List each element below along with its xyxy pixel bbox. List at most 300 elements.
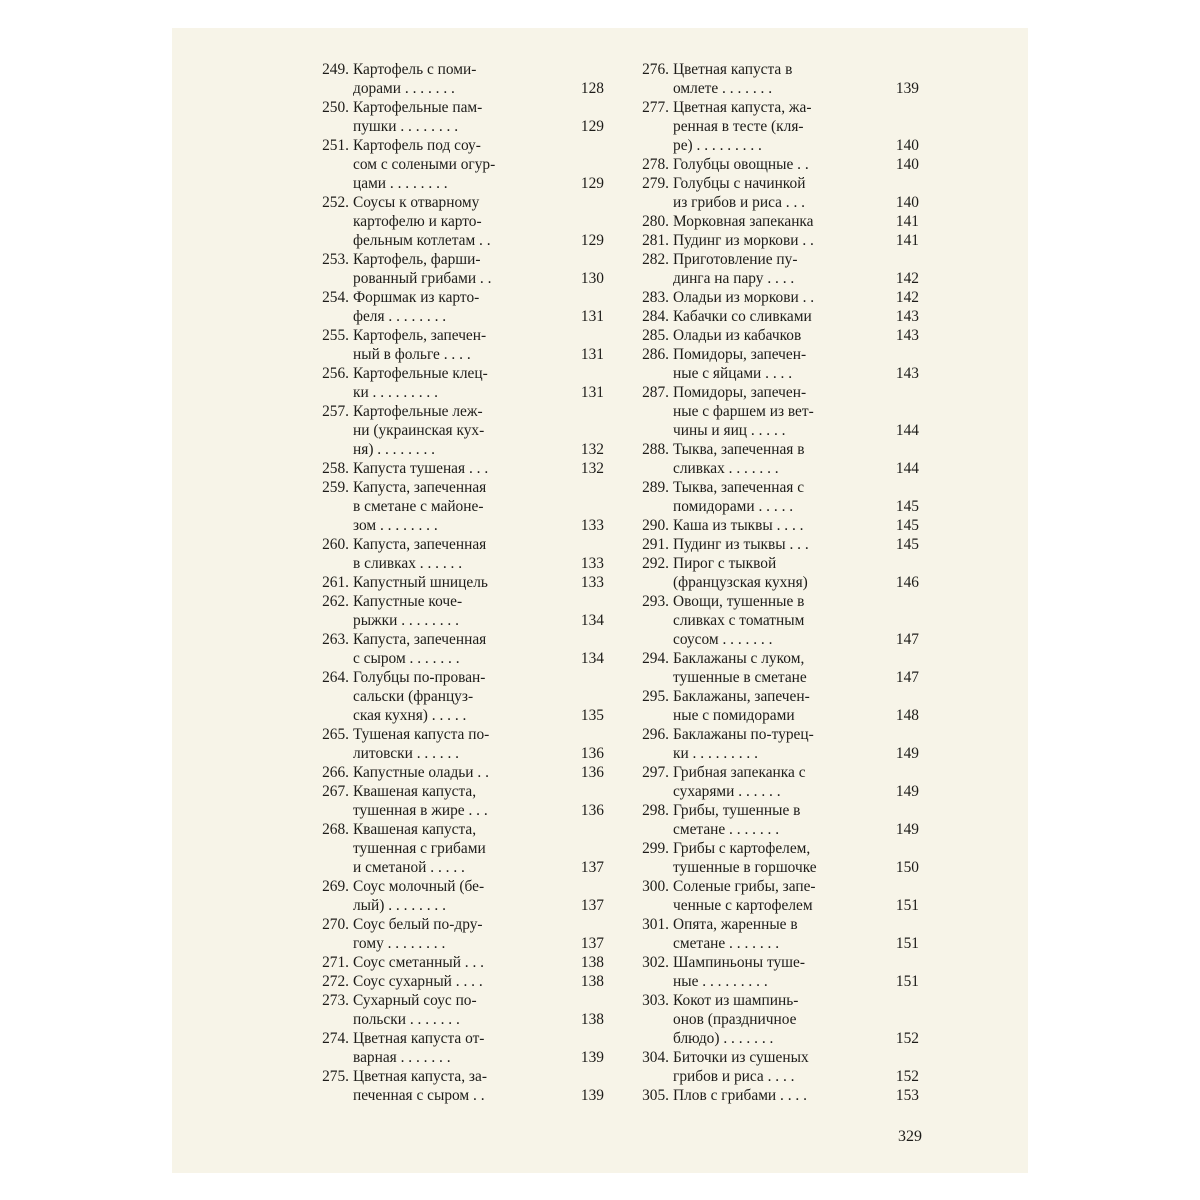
toc-entry (305, 136, 610, 193)
entry-title-line: ные . . . . . . . . . (673, 973, 768, 990)
entry-title (673, 554, 861, 592)
entry-title-line: ская кухня) . . . . . (353, 707, 467, 724)
toc-entry (305, 991, 610, 1029)
entry-number: 290. (642, 517, 669, 534)
entry-title (353, 402, 541, 459)
entry-title-line: варная . . . . . . . (353, 1049, 451, 1066)
entry-title-line: блюдо) . . . . . . . (673, 1030, 774, 1047)
entry-page-number: 140 (895, 137, 919, 154)
entry-title-line: Капустные коче- (353, 593, 463, 610)
entry-title-line: Баклажаны по-турец- (673, 726, 814, 743)
toc-entry (625, 307, 925, 326)
toc-entry (625, 725, 925, 763)
entry-number: 271. (322, 954, 349, 971)
entry-page-number: 129 (580, 175, 604, 192)
entry-page-number: 133 (580, 517, 604, 534)
entry-title-line: ренная в тесте (кля- (673, 118, 804, 135)
toc-entry (305, 288, 610, 326)
entry-title-line: Картофель, фарши- (353, 251, 481, 268)
entry-title (353, 953, 541, 972)
entry-title-line: Овощи, тушенные в (673, 593, 805, 610)
entry-title-line: сметане . . . . . . . (673, 935, 780, 952)
entry-page-number: 151 (895, 897, 919, 914)
entry-title (673, 174, 861, 212)
entry-title-line: сливках с томатным (673, 612, 805, 629)
entry-title-line: рыжки . . . . . . . . (353, 612, 459, 629)
entry-page-number: 137 (580, 859, 604, 876)
entry-title-line: Морковная запеканка (673, 213, 814, 230)
toc-entry (625, 763, 925, 801)
entry-number: 300. (642, 878, 669, 895)
entry-title-line: Капустные оладьи . . (353, 764, 489, 781)
toc-entry (625, 326, 925, 345)
entry-page-number: 147 (895, 669, 919, 686)
entry-page-number: 145 (895, 517, 919, 534)
entry-title-line: Баклажаны, запечен- (673, 688, 810, 705)
entry-title-line: Капустный шницель (353, 574, 488, 591)
entry-number: 303. (642, 992, 669, 1009)
entry-title-line: ки . . . . . . . . . (673, 745, 758, 762)
entry-page-number: 143 (895, 308, 919, 325)
toc-entry (305, 98, 610, 136)
entry-title-line: соусом . . . . . . . (673, 631, 773, 648)
entry-title (673, 478, 861, 516)
entry-title (353, 877, 541, 915)
entry-number: 285. (642, 327, 669, 344)
entry-number: 264. (322, 669, 349, 686)
toc-entry (625, 535, 925, 554)
entry-title-line: Капуста, запеченная (353, 479, 487, 496)
entry-title (353, 820, 541, 877)
entry-title-line: из грибов и риса . . . (673, 194, 806, 211)
entry-title-line: Плов с грибами . . . . (673, 1087, 807, 1104)
entry-title-line: литовски . . . . . . (353, 745, 460, 762)
toc-entry (305, 725, 610, 763)
entry-number: 267. (322, 783, 349, 800)
entry-number: 274. (322, 1030, 349, 1047)
entry-number: 294. (642, 650, 669, 667)
entry-title-line: онов (праздничное (673, 1011, 797, 1028)
toc-entry (305, 763, 610, 782)
entry-page-number: 137 (580, 935, 604, 952)
entry-number: 301. (642, 916, 669, 933)
entry-page-number: 130 (580, 270, 604, 287)
entry-page-number: 136 (580, 802, 604, 819)
entry-title-line: Каша из тыквы . . . . (673, 517, 804, 534)
toc-entry (625, 839, 925, 877)
entry-title-line: Опята, жаренные в (673, 916, 798, 933)
toc-entry (305, 972, 610, 991)
entry-title-line: Голубцы по-прован- (353, 669, 486, 686)
entry-title-line: фельным котлетам . . (353, 232, 491, 249)
entry-number: 266. (322, 764, 349, 781)
toc-entry (625, 801, 925, 839)
entry-title-line: цами . . . . . . . . (353, 175, 448, 192)
entry-number: 295. (642, 688, 669, 705)
entry-title (353, 193, 541, 250)
toc-entry (625, 345, 925, 383)
toc-entry (625, 98, 925, 155)
entry-title-line: ченные с картофелем (673, 897, 813, 914)
entry-title (353, 478, 541, 535)
entry-title (353, 668, 541, 725)
entry-title-line: Капуста тушеная . . . (353, 460, 489, 477)
entry-page-number: 128 (580, 80, 604, 97)
entry-title-line: Тушеная капуста по- (353, 726, 490, 743)
entry-title-line: Соус сметанный . . . (353, 954, 485, 971)
entry-title (353, 573, 541, 592)
entry-title-line: Соусы к отварному (353, 194, 480, 211)
entry-page-number: 153 (895, 1087, 919, 1104)
toc-column-left (305, 60, 610, 1105)
entry-number: 272. (322, 973, 349, 990)
entry-title-line: Помидоры, запечен- (673, 346, 807, 363)
entry-page-number: 138 (580, 1011, 604, 1028)
entry-title (673, 763, 861, 801)
entry-title-line: Грибная запеканка с (673, 764, 806, 781)
entry-title (353, 972, 541, 991)
entry-title-line: Грибы, тушенные в (673, 802, 801, 819)
entry-page-number: 151 (895, 935, 919, 952)
book-page (172, 28, 1028, 1173)
entry-title (353, 60, 541, 98)
entry-title (673, 687, 861, 725)
toc-entry (305, 535, 610, 573)
entry-title-line: пушки . . . . . . . . (353, 118, 459, 135)
entry-page-number: 145 (895, 536, 919, 553)
entry-title (673, 326, 861, 345)
entry-title (673, 155, 861, 174)
entry-title (353, 326, 541, 364)
entry-page-number: 140 (895, 156, 919, 173)
entry-title-line: ный в фольге . . . . (353, 346, 471, 363)
entry-title (673, 231, 861, 250)
entry-page-number: 142 (895, 289, 919, 306)
toc-entry (625, 383, 925, 440)
entry-title (673, 839, 861, 877)
entry-title-line: гому . . . . . . . . (353, 935, 446, 952)
entry-number: 251. (322, 137, 349, 154)
entry-page-number: 139 (580, 1087, 604, 1104)
entry-title (353, 630, 541, 668)
entry-title-line: Кокот из шампинь- (673, 992, 799, 1009)
entry-title-line: Голубцы с начинкой (673, 175, 806, 192)
entry-title-line: Капуста, запеченная (353, 631, 487, 648)
entry-number: 259. (322, 479, 349, 496)
entry-title-line: лый) . . . . . . . . (353, 897, 446, 914)
entry-number: 298. (642, 802, 669, 819)
entry-number: 252. (322, 194, 349, 211)
entry-title-line: и сметаной . . . . . (353, 859, 465, 876)
entry-page-number: 139 (895, 80, 919, 97)
entry-number: 291. (642, 536, 669, 553)
entry-title (673, 440, 861, 478)
entry-page-number: 142 (895, 270, 919, 287)
entry-title (353, 1067, 541, 1105)
page-number: 329 (898, 1128, 922, 1145)
entry-title-line: рованный грибами . . (353, 270, 492, 287)
entry-title-line: Квашеная капуста, (353, 783, 477, 800)
entry-title-line: тушенные в горшочке (673, 859, 817, 876)
entry-page-number: 149 (895, 745, 919, 762)
entry-number: 273. (322, 992, 349, 1009)
entry-number: 283. (642, 289, 669, 306)
entry-title-line: Цветная капуста от- (353, 1030, 485, 1047)
toc-entry (305, 478, 610, 535)
entry-title-line: Форшмак из карто- (353, 289, 480, 306)
entry-number: 253. (322, 251, 349, 268)
toc-entry (305, 915, 610, 953)
entry-page-number: 146 (895, 574, 919, 591)
entry-title-line: Пирог с тыквой (673, 555, 777, 572)
entry-number: 270. (322, 916, 349, 933)
entry-title (353, 136, 541, 193)
entry-title-line: Соленые грибы, запе- (673, 878, 816, 895)
entry-page-number: 131 (580, 308, 604, 325)
entry-page-number: 143 (895, 327, 919, 344)
entry-title (673, 60, 861, 98)
entry-title (353, 1029, 541, 1067)
entry-number: 279. (642, 175, 669, 192)
toc-entry (305, 668, 610, 725)
toc-entry (305, 459, 610, 478)
entry-title-line: тушенная в жире . . . (353, 802, 488, 819)
entry-title (673, 345, 861, 383)
entry-number: 287. (642, 384, 669, 401)
entry-title (353, 250, 541, 288)
entry-title-line: Соус сухарный . . . . (353, 973, 483, 990)
entry-number: 254. (322, 289, 349, 306)
entry-title (353, 98, 541, 136)
entry-title-line: Кабачки со сливками (673, 308, 812, 325)
entry-title-line: Цветная капуста, жа- (673, 99, 812, 116)
entry-title (673, 212, 861, 231)
entry-title-line: ре) . . . . . . . . . (673, 137, 762, 154)
entry-title-line: сухарями . . . . . . (673, 783, 781, 800)
toc-entry (625, 60, 925, 98)
entry-title-line: грибов и риса . . . . (673, 1068, 795, 1085)
entry-number: 288. (642, 441, 669, 458)
entry-title-line: Картофельные леж- (353, 403, 483, 420)
entry-title (353, 915, 541, 953)
entry-title-line: омлете . . . . . . . (673, 80, 773, 97)
entry-title (353, 535, 541, 573)
toc-entry (625, 991, 925, 1048)
toc-entry (305, 782, 610, 820)
entry-title-line: динга на пару . . . . (673, 270, 795, 287)
toc-entry (305, 953, 610, 972)
toc-entry (305, 250, 610, 288)
toc-entry (305, 630, 610, 668)
entry-number: 305. (642, 1087, 669, 1104)
toc-entry (625, 915, 925, 953)
entry-title (353, 763, 541, 782)
entry-page-number: 133 (580, 574, 604, 591)
entry-title (673, 725, 861, 763)
entry-number: 293. (642, 593, 669, 610)
entry-page-number: 131 (580, 384, 604, 401)
entry-page-number: 147 (895, 631, 919, 648)
entry-title (353, 459, 541, 478)
entry-page-number: 141 (895, 213, 919, 230)
entry-number: 278. (642, 156, 669, 173)
entry-title-line: Пудинг из моркови . . (673, 232, 814, 249)
entry-title-line: зом . . . . . . . . (353, 517, 438, 534)
toc-entry (625, 687, 925, 725)
entry-title (673, 288, 861, 307)
entry-number: 276. (642, 61, 669, 78)
entry-title-line: тушенная с грибами (353, 840, 486, 857)
entry-title-line: (французская кухня) (673, 574, 808, 591)
entry-page-number: 129 (580, 232, 604, 249)
entry-title-line: ные с яйцами . . . . (673, 365, 793, 382)
entry-title-line: ня) . . . . . . . . (353, 441, 436, 458)
entry-number: 284. (642, 308, 669, 325)
entry-title-line: Цветная капуста, за- (353, 1068, 487, 1085)
entry-number: 250. (322, 99, 349, 116)
entry-number: 260. (322, 536, 349, 553)
entry-title-line: Квашеная капуста, (353, 821, 477, 838)
entry-title-line: помидорами . . . . . (673, 498, 794, 515)
toc-entry (625, 877, 925, 915)
entry-number: 255. (322, 327, 349, 344)
entry-number: 258. (322, 460, 349, 477)
entry-title-line: с сыром . . . . . . . (353, 650, 460, 667)
toc-entry (305, 877, 610, 915)
toc-entry (625, 516, 925, 535)
entry-title-line: ные с фаршем из вет- (673, 403, 814, 420)
entry-title-line: Капуста, запеченная (353, 536, 487, 553)
toc-entry (625, 1048, 925, 1086)
entry-page-number: 143 (895, 365, 919, 382)
entry-title-line: Картофельные клец- (353, 365, 488, 382)
entry-title-line: Тыква, запеченная с (673, 479, 805, 496)
entry-title (353, 288, 541, 326)
entry-title (673, 953, 861, 991)
entry-title-line: Соус белый по-дру- (353, 916, 483, 933)
entry-title (673, 991, 861, 1048)
entry-number: 262. (322, 593, 349, 610)
entry-page-number: 141 (895, 232, 919, 249)
toc-entry (305, 573, 610, 592)
toc-entry (305, 1029, 610, 1067)
toc-entry (625, 953, 925, 991)
entry-number: 268. (322, 821, 349, 838)
entry-number: 263. (322, 631, 349, 648)
entry-page-number: 149 (895, 821, 919, 838)
entry-title-line: ки . . . . . . . . . (353, 384, 438, 401)
entry-number: 257. (322, 403, 349, 420)
entry-title-line: Картофель, запечен- (353, 327, 487, 344)
entry-number: 275. (322, 1068, 349, 1085)
entry-title (673, 915, 861, 953)
entry-title (673, 307, 861, 326)
toc-entry (305, 326, 610, 364)
entry-title-line: Оладьи из моркови . . (673, 289, 815, 306)
entry-number: 249. (322, 61, 349, 78)
entry-page-number: 145 (895, 498, 919, 515)
entry-page-number: 136 (580, 764, 604, 781)
toc-entry (625, 1086, 925, 1105)
entry-title-line: сметане . . . . . . . (673, 821, 780, 838)
entry-number: 289. (642, 479, 669, 496)
entry-title-line: Тыква, запеченная в (673, 441, 805, 458)
entry-title-line: Биточки из сушеных (673, 1049, 809, 1066)
entry-number: 261. (322, 574, 349, 591)
entry-title-line: сом с солеными огур- (353, 156, 496, 173)
entry-title-line: в сливках . . . . . . (353, 555, 463, 572)
entry-title (673, 801, 861, 839)
entry-page-number: 137 (580, 897, 604, 914)
entry-page-number: 134 (580, 612, 604, 629)
entry-number: 296. (642, 726, 669, 743)
entry-title (353, 782, 541, 820)
toc-entry (305, 60, 610, 98)
entry-title-line: чины и яиц . . . . . (673, 422, 786, 439)
entry-title-line: Картофель с поми- (353, 61, 477, 78)
entry-title (353, 725, 541, 763)
entry-title-line: Сухарный соус по- (353, 992, 477, 1009)
toc-entry (305, 820, 610, 877)
toc-entry (625, 478, 925, 516)
entry-page-number: 132 (580, 460, 604, 477)
entry-number: 281. (642, 232, 669, 249)
entry-page-number: 133 (580, 555, 604, 572)
entry-number: 282. (642, 251, 669, 268)
entry-page-number: 138 (580, 973, 604, 990)
toc-entry (625, 554, 925, 592)
entry-title (673, 98, 861, 155)
entry-page-number: 144 (895, 460, 919, 477)
entry-number: 269. (322, 878, 349, 895)
entry-page-number: 132 (580, 441, 604, 458)
entry-page-number: 131 (580, 346, 604, 363)
entry-number: 292. (642, 555, 669, 572)
entry-title-line: в сметане с майоне- (353, 498, 484, 515)
entry-title-line: ни (украинская кух- (353, 422, 485, 439)
entry-title (353, 991, 541, 1029)
entry-page-number: 148 (895, 707, 919, 724)
entry-title (673, 877, 861, 915)
entry-title-line: ные с помидорами (673, 707, 795, 724)
toc-entry (625, 155, 925, 174)
toc-entry (625, 440, 925, 478)
entry-title-line: Приготовление пу- (673, 251, 798, 268)
toc-entry (305, 402, 610, 459)
entry-title-line: сальски (француз- (353, 688, 474, 705)
toc-entry (305, 364, 610, 402)
entry-title-line: Картофельные пам- (353, 99, 483, 116)
entry-title-line: Помидоры, запечен- (673, 384, 807, 401)
toc-entry (625, 649, 925, 687)
entry-title-line: Шампиньоны туше- (673, 954, 805, 971)
entry-title (673, 535, 861, 554)
entry-title-line: феля . . . . . . . . (353, 308, 447, 325)
toc-entry (305, 193, 610, 250)
entry-number: 277. (642, 99, 669, 116)
entry-title-line: Картофель под соу- (353, 137, 481, 154)
entry-page-number: 152 (895, 1068, 919, 1085)
entry-title-line: тушенные в сметане (673, 669, 807, 686)
toc-entry (625, 212, 925, 231)
entry-page-number: 152 (895, 1030, 919, 1047)
entry-page-number: 136 (580, 745, 604, 762)
entry-title-line: Оладьи из кабачков (673, 327, 802, 344)
entry-number: 286. (642, 346, 669, 363)
entry-title (673, 250, 861, 288)
entry-title-line: Пудинг из тыквы . . . (673, 536, 809, 553)
entry-page-number: 150 (895, 859, 919, 876)
